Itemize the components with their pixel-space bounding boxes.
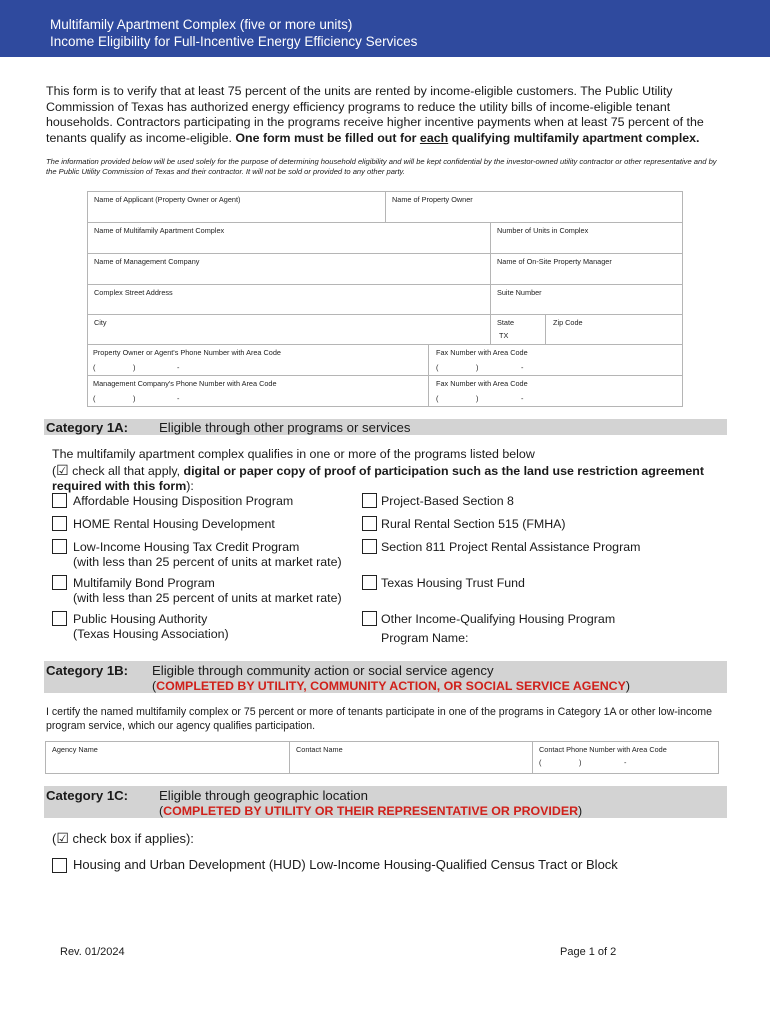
agency-name-field[interactable] [45, 741, 290, 774]
contact-phone-field[interactable] [532, 741, 719, 774]
cat1c-paren-open: ( [52, 831, 57, 846]
contact-name-label: Contact Name [296, 745, 343, 754]
contact-phone-paren-open: ( [539, 758, 542, 767]
contact-phone-label: Contact Phone Number with Area Code [539, 745, 667, 754]
mgmt-phone-paren-open: ( [93, 394, 96, 403]
fax2-dash: - [521, 394, 524, 403]
category-1b-title: Category 1B: [46, 663, 129, 678]
category-1b-desc: Eligible through community action or social service agency [152, 663, 494, 678]
units-field[interactable] [490, 222, 683, 254]
category-1a-intro-line: The multifamily apartment complex qualifies in one or more of the programs listed below [52, 447, 535, 461]
intro-paren-open: ( [52, 463, 57, 478]
page-number: Page 1 of 2 [560, 946, 617, 958]
category-1b-note: (COMPLETED BY UTILITY, COMMUNITY ACTION, OR SOCIAL SERVICE AGENCY) [152, 679, 631, 693]
category-1c-desc: Eligible through geographic location [159, 788, 368, 803]
form-header [0, 0, 770, 57]
intro-paren-close: ): [186, 479, 194, 493]
checkbox-other-program[interactable] [362, 611, 377, 626]
checkbox-section-515[interactable] [362, 516, 377, 531]
fax2-paren-open: ( [436, 394, 439, 403]
category-1c-title: Category 1C: [46, 788, 129, 803]
category-1c-instruction [52, 830, 194, 847]
owner-phone-label: Property Owner or Agent's Phone Number with Area Code [93, 348, 281, 357]
street-address-field[interactable] [87, 284, 491, 315]
option-lihtc-note: (with less than 25 percent of units at market rate) [73, 555, 342, 569]
fax1-dash: - [521, 363, 524, 372]
checkbox-multifamily-bond[interactable] [52, 575, 67, 590]
applicant-name-label: Name of Applicant (Property Owner or Agent) [94, 195, 241, 204]
mgmt-phone-paren-close: ) [133, 394, 136, 403]
zip-label: Zip Code [553, 318, 583, 327]
state-label: State [497, 318, 515, 327]
owner-phone-field[interactable] [87, 344, 429, 376]
revision-date: Rev. 01/2024 [60, 946, 125, 958]
checked-box-icon: ☑ [56, 830, 69, 846]
intro-proof-required: digital or paper copy of proof of participation such as the land use restriction agreement required with this form [52, 463, 705, 493]
mgmt-phone-dash: - [177, 394, 180, 403]
category-1b-note-text: COMPLETED BY UTILITY, COMMUNITY ACTION, OR SOCIAL SERVICE AGENCY [156, 679, 626, 693]
fax1-label: Fax Number with Area Code [436, 348, 528, 357]
checkbox-section-811[interactable] [362, 539, 377, 554]
state-field[interactable] [490, 314, 546, 345]
category-1a-title: Category 1A: [46, 420, 129, 435]
mgmt-phone-field[interactable] [87, 375, 429, 407]
category-1a-instructions [52, 447, 732, 495]
category-1a-desc: Eligible through other programs or services [159, 420, 411, 435]
fax2-label: Fax Number with Area Code [436, 379, 528, 388]
option-hud-census-tract: Housing and Urban Development (HUD) Low-Income Housing-Qualified Census Tract or Block [73, 857, 618, 872]
option-multifamily-bond: Multifamily Bond Program [73, 576, 215, 590]
option-lihtc: Low-Income Housing Tax Credit Program [73, 540, 300, 554]
owner-phone-paren-open: ( [93, 363, 96, 372]
property-owner-field[interactable] [385, 191, 683, 223]
option-public-housing-note: (Texas Housing Association) [73, 627, 229, 641]
suite-field[interactable] [490, 284, 683, 315]
management-company-label: Name of Management Company [94, 257, 200, 266]
checkbox-home-rental[interactable] [52, 516, 67, 531]
owner-phone-dash: - [177, 363, 180, 372]
intro-paragraph [46, 84, 726, 146]
street-address-label: Complex Street Address [94, 288, 173, 297]
checkbox-lihtc[interactable] [52, 539, 67, 554]
option-section-811: Section 811 Project Rental Assistance Program [381, 540, 641, 554]
checkbox-affordable-housing[interactable] [52, 493, 67, 508]
mgmt-phone-label: Management Company's Phone Number with Area Code [93, 379, 277, 388]
suite-label: Suite Number [497, 288, 542, 297]
checkbox-hud-census-tract[interactable] [52, 858, 67, 873]
state-value: TX [499, 331, 509, 340]
category-1c-note: (COMPLETED BY UTILITY OR THEIR REPRESENTATIVE OR PROVIDER) [159, 804, 583, 818]
fax1-paren-open: ( [436, 363, 439, 372]
intro-bold-underline: each [419, 130, 449, 145]
zip-field[interactable] [545, 314, 683, 345]
option-section-8: Project-Based Section 8 [381, 494, 514, 508]
intro-check-text: check all that apply, [72, 463, 181, 478]
site-manager-field[interactable] [490, 253, 683, 285]
fax2-paren-close: ) [476, 394, 479, 403]
option-other-program: Other Income-Qualifying Housing Program [381, 612, 616, 626]
option-trust-fund: Texas Housing Trust Fund [381, 576, 525, 590]
contact-phone-dash: - [624, 758, 627, 767]
disclaimer: The information provided below will be used solely for the purpose of determining household eligibility and will be kept confidential by the investor-owned utility contractor or other representative and by the Public Utility Commission of Texas and their contractor. It will not be sold or provided to any other party. [46, 157, 717, 176]
intro-bold-post: qualifying multifamily apartment complex. [451, 130, 700, 145]
city-label: City [94, 318, 107, 327]
option-section-515: Rural Rental Section 515 (FMHA) [381, 517, 566, 531]
units-label: Number of Units in Complex [497, 226, 589, 235]
cat1c-check-text: check box if applies): [72, 831, 194, 846]
complex-name-label: Name of Multifamily Apartment Complex [94, 226, 225, 235]
category-1c-note-text: COMPLETED BY UTILITY OR THEIR REPRESENTATIVE OR PROVIDER [163, 804, 579, 818]
agency-name-label: Agency Name [52, 745, 98, 754]
checkbox-trust-fund[interactable] [362, 575, 377, 590]
intro-text: This form is to verify that at least 75 percent of the units are rented by income-eligible customers. The Public Utility Commission of Texas has authorized energy efficiency programs to reduce the utility bills of income-eligible tenant households. Contractors participating in the programs receive higher incentive payments when at least 75 percent of the tenants qualify as income-eligible. [46, 84, 704, 145]
option-affordable-housing: Affordable Housing Disposition Program [73, 494, 294, 508]
contact-name-field[interactable] [289, 741, 533, 774]
fax1-paren-close: ) [476, 363, 479, 372]
category-1b-certify: I certify the named multifamily complex or 75 percent or more of tenants participate in one of the programs in Category 1A or other low-income program service, which our agency qualifies participation. [46, 706, 712, 732]
city-field[interactable] [87, 314, 491, 345]
option-home-rental: HOME Rental Housing Development [73, 517, 275, 531]
intro-bold-pre: One form must be filled out for [235, 130, 417, 145]
header-subtitle: Income Eligibility for Full-Incentive Energy Efficiency Services [50, 34, 418, 49]
property-owner-label: Name of Property Owner [392, 195, 473, 204]
program-name-label: Program Name: [381, 631, 469, 645]
fax1-field[interactable] [428, 344, 683, 376]
checkbox-section-8[interactable] [362, 493, 377, 508]
option-public-housing: Public Housing Authority [73, 612, 208, 626]
header-title: Multifamily Apartment Complex (five or more units) [50, 17, 353, 32]
option-multifamily-bond-note: (with less than 25 percent of units at market rate) [73, 591, 342, 605]
management-company-field[interactable] [87, 253, 491, 285]
owner-phone-paren-close: ) [133, 363, 136, 372]
site-manager-label: Name of On-Site Property Manager [497, 257, 612, 266]
fax2-field[interactable] [428, 375, 683, 407]
applicant-name-field[interactable] [87, 191, 386, 223]
complex-name-field[interactable] [87, 222, 491, 254]
checkbox-public-housing[interactable] [52, 611, 67, 626]
checked-box-icon: ☑ [56, 461, 69, 478]
contact-phone-paren-close: ) [579, 758, 582, 767]
